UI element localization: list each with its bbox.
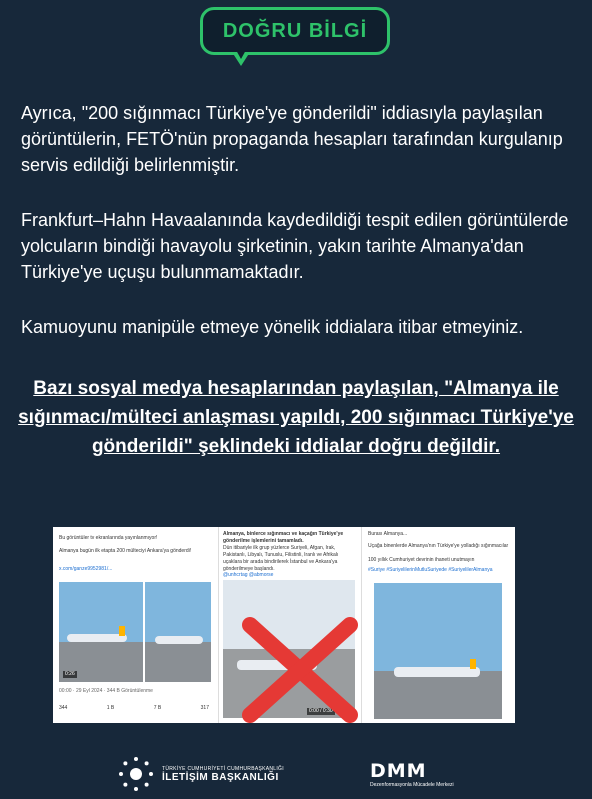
red-cross-mark <box>240 615 360 725</box>
video-thumbnail <box>374 583 502 719</box>
org-name <box>162 766 284 783</box>
post-text: Almanya bugün ilk etapta 200 mülteciyi Ankara'ya gönderdi! <box>59 548 192 554</box>
paragraph-1: Ayrıca, "200 sığınmacı Türkiye'ye gönderildi" iddiasıyla paylaşılan görüntülerin, FETÖ'nün propaganda hesapları tarafından kurgulanıp servis edildiği belirlenmiştir. <box>21 103 563 175</box>
paragraph-2: Frankfurt–Hahn Havaalanında kaydedildiği tespit edilen görüntülerde yolcuların bindiği havayolu şirketinin, yakın tarihte Almanya'dan Türkiye'ye uçuşu bulunmamaktadır. <box>21 210 569 282</box>
reply-count: 344 <box>59 705 68 711</box>
runway <box>145 642 211 682</box>
airplane <box>155 636 203 644</box>
post-text: Uçağa binenlerde Almanya'nın Türkiye'ye yolladığı sığınmacılar <box>368 543 509 549</box>
video-time: 0:00 / 0:30 <box>309 708 333 714</box>
verified-badge <box>200 7 390 55</box>
bookmark-count: 317 <box>200 705 209 711</box>
repost-count: 1 B <box>106 705 115 711</box>
airplane <box>394 667 480 677</box>
post-meta: 00:00 · 29 Eyl 2024 · 344 B Görüntülenme <box>59 688 153 694</box>
post-text: Bu görüntüler tv ekranlarında yayınlanmıyor! <box>59 535 158 541</box>
presidency-seal-icon <box>118 756 154 792</box>
video-duration: 0:26 <box>65 671 75 677</box>
airplane-tail <box>119 626 125 636</box>
org-big: İLETİŞİM BAŞKANLIĞI <box>162 771 279 783</box>
runway <box>374 671 502 719</box>
airplane-tail <box>470 659 476 669</box>
like-count: 7 B <box>153 705 162 711</box>
badge-tail-inner <box>236 50 246 59</box>
badge-label: DOĞRU BİLGİ <box>222 19 368 42</box>
post-tags: #Suriye #SuriyelilerinMutluSuriyede #SuriyelilerAlmanya <box>368 567 493 573</box>
post-stats <box>59 705 209 712</box>
video-thumbnail-2 <box>145 582 211 682</box>
post-text: Almanya, binlerce sığınmacı ve kaçağın Türkiye'ye gönderilme işlemlerini tamamladı. <box>223 531 344 544</box>
post-panel-left <box>53 527 215 723</box>
video-thumbnail <box>59 582 143 682</box>
paragraph-3: Kamuoyunu manipüle etmeye yönelik iddialara itibar etmeyiniz. <box>21 317 524 337</box>
iletisim-logo <box>118 756 284 792</box>
airplane <box>67 634 127 642</box>
post-text: Dün itibariyle ilk grup yüzlerce Suriyeli, Afgan, Irak, Pakistanlı, Libyalı, Tunuslu, Filistinli, Iranlı ve Afrikalı uçaklara bir arada bindirilerek İstanbul ve Ankara'ya gönderilmeye başlandı. <box>223 545 339 571</box>
dmm-subtitle: Dezenformasyonla Mücadele Merkezi <box>370 782 454 788</box>
dmm-logo <box>370 760 454 788</box>
post-tags: @unhcrtag @abmorse <box>223 572 274 578</box>
post-text: 100 yıllık Cumhuriyet devrinin ihaneti unutmayın <box>368 557 475 563</box>
post-panel-right <box>361 527 515 723</box>
org-small: TÜRKİYE CUMHURİYETİ CUMHURBAŞKANLIĞI <box>162 765 284 772</box>
dmm-wordmark: DMM <box>370 760 427 782</box>
highlight-statement: Bazı sosyal medya hesaplarından paylaşılan, "Almanya ile sığınmacı/mülteci anlaşması yapıldı, 200 sığınmacı Türkiye'ye gönderildi" şeklindeki iddialar doğru değildir. <box>18 378 574 457</box>
post-link: x.com/ganze9952981/... <box>59 566 113 572</box>
post-text: Burası Almanya... <box>368 531 408 537</box>
